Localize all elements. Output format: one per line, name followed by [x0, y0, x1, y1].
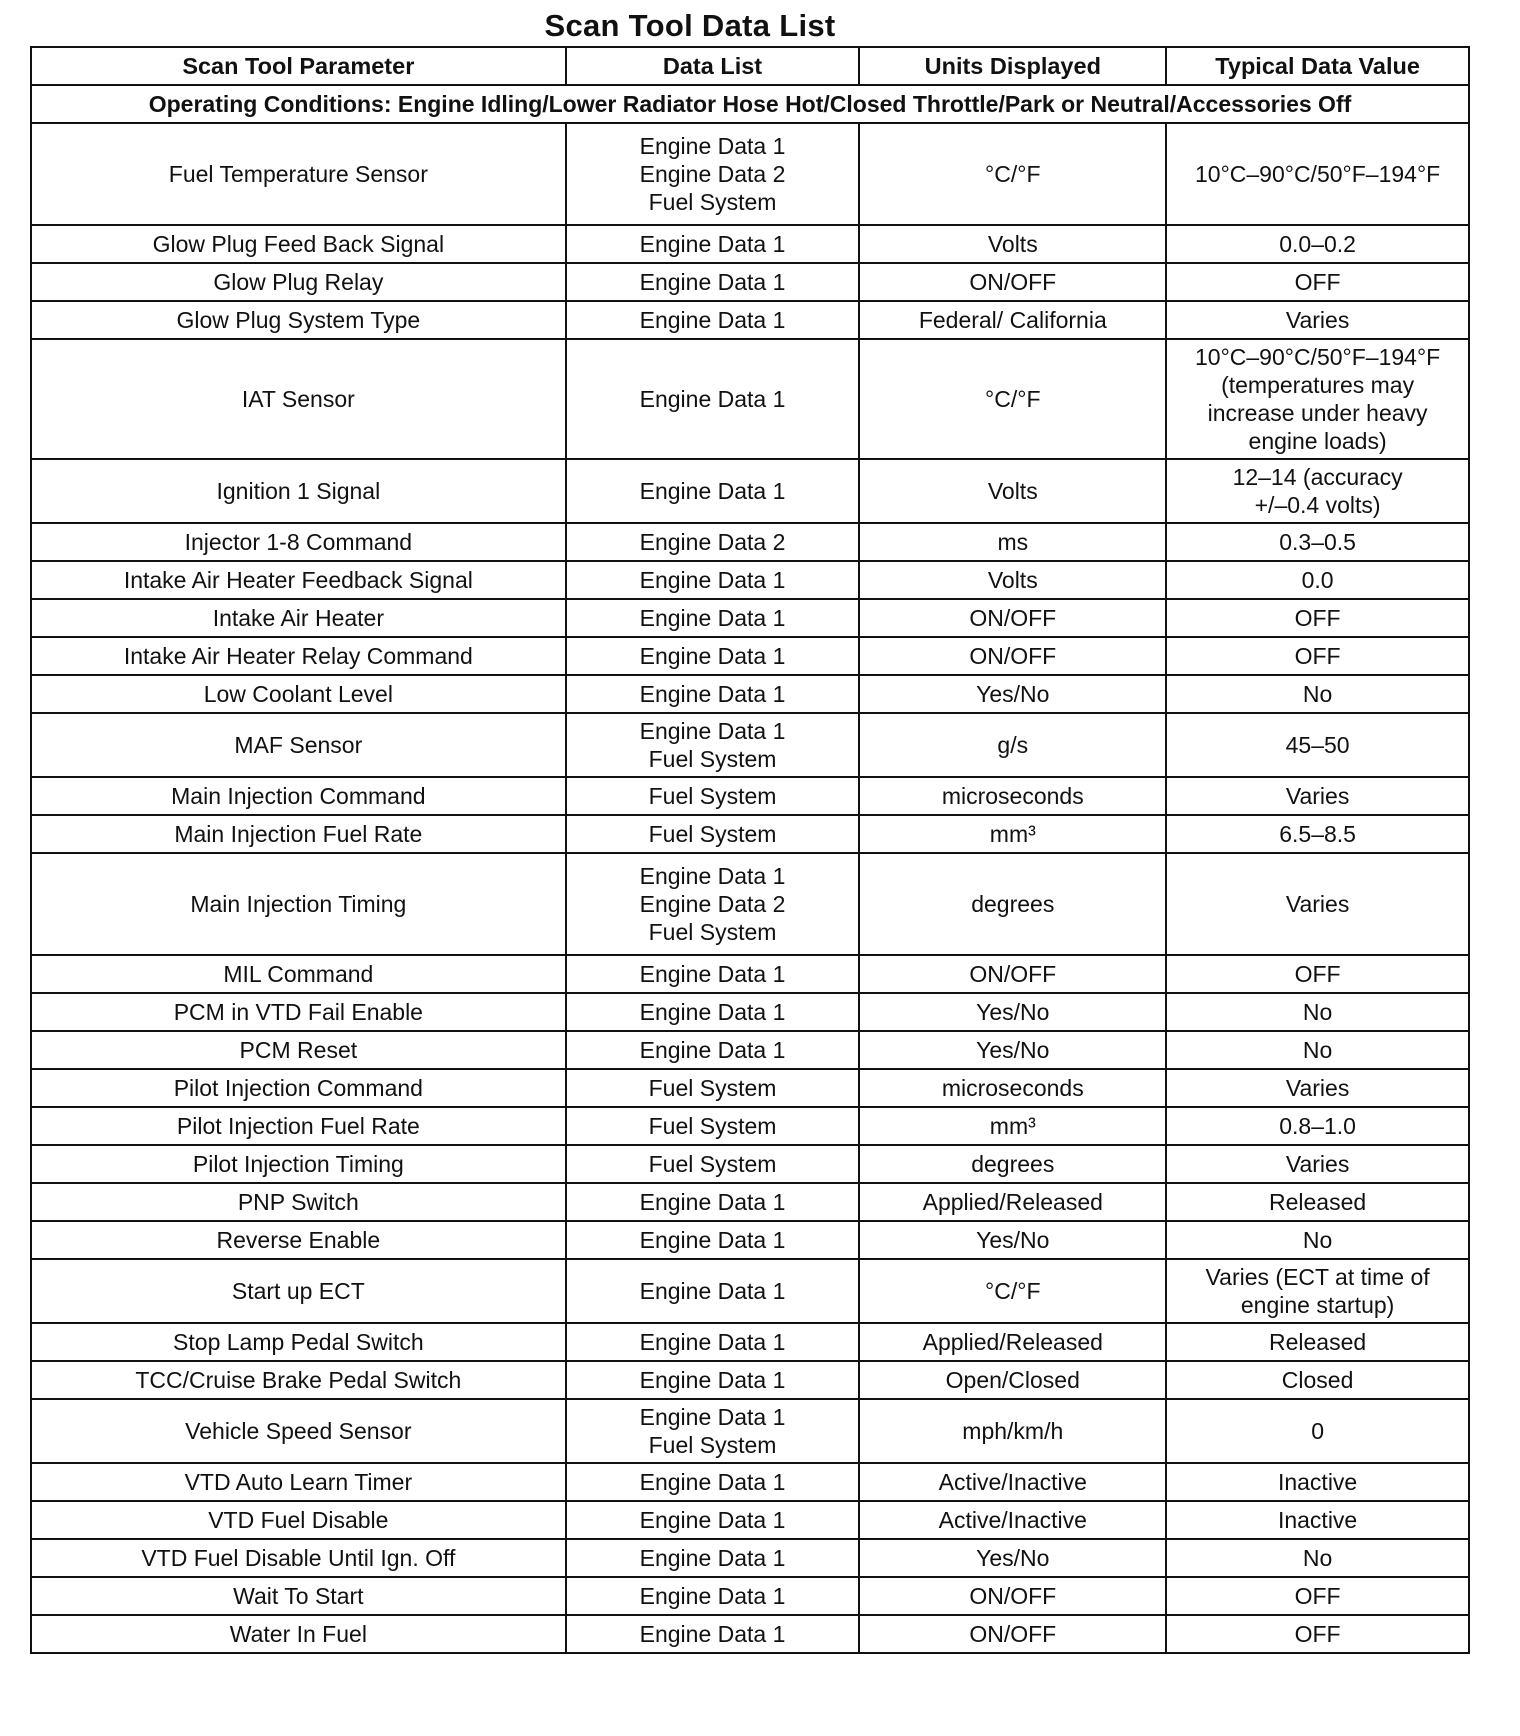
parameter-cell: Pilot Injection Fuel Rate — [31, 1107, 566, 1145]
data-list-line: Engine Data 1 — [639, 269, 786, 295]
data-list-cell — [566, 1577, 860, 1615]
data-list-line: Engine Data 1 — [639, 1469, 786, 1495]
units-cell: ms — [859, 523, 1166, 561]
table-row — [31, 523, 1469, 561]
typical-value-line: 10°C–90°C/50°F–194°F — [1194, 344, 1441, 370]
data-list-line: Engine Data 1 — [639, 1545, 786, 1571]
conditions-row — [31, 85, 1469, 123]
typical-value-cell — [1166, 459, 1469, 523]
data-list-cell — [566, 1539, 860, 1577]
typical-value-cell — [1166, 637, 1469, 675]
table-row — [31, 815, 1469, 853]
data-list-line: Engine Data 2 — [639, 529, 786, 555]
data-list-line: Engine Data 1 — [639, 1367, 786, 1393]
data-list-cell — [566, 1259, 860, 1323]
data-list-line: Engine Data 2 — [639, 891, 786, 917]
parameter-cell: PCM in VTD Fail Enable — [31, 993, 566, 1031]
table-row — [31, 1031, 1469, 1069]
data-list-cell — [566, 263, 860, 301]
data-list-cell — [566, 1145, 860, 1183]
typical-value-cell — [1166, 123, 1469, 225]
data-list-cell — [566, 523, 860, 561]
data-list-line: Engine Data 1 — [639, 1329, 786, 1355]
operating-conditions: Operating Conditions: Engine Idling/Lower Radiator Hose Hot/Closed Throttle/Park or Neutral/Accessories Off — [31, 85, 1469, 123]
typical-value-cell — [1166, 599, 1469, 637]
header-data-list: Data List — [566, 47, 860, 85]
typical-value-line: Varies — [1285, 783, 1350, 809]
header-scan-tool-parameter: Scan Tool Parameter — [31, 47, 566, 85]
parameter-cell: IAT Sensor — [31, 339, 566, 459]
parameter-cell: TCC/Cruise Brake Pedal Switch — [31, 1361, 566, 1399]
typical-value-cell — [1166, 1221, 1469, 1259]
typical-value-cell — [1166, 1031, 1469, 1069]
typical-value-line: Closed — [1281, 1367, 1354, 1393]
table-row — [31, 339, 1469, 459]
units-cell: Applied/Released — [859, 1183, 1166, 1221]
data-list-line: Engine Data 1 — [639, 643, 786, 669]
typical-value-line: 0.0 — [1301, 567, 1334, 593]
units-cell: Yes/No — [859, 1221, 1166, 1259]
parameter-cell: Injector 1-8 Command — [31, 523, 566, 561]
data-list-cell — [566, 955, 860, 993]
table-body — [31, 123, 1469, 1653]
parameter-cell: Main Injection Fuel Rate — [31, 815, 566, 853]
parameter-cell: PNP Switch — [31, 1183, 566, 1221]
typical-value-line: 12–14 (accuracy — [1232, 464, 1403, 490]
header-typical-data-value: Typical Data Value — [1166, 47, 1469, 85]
table-row — [31, 599, 1469, 637]
data-list-cell — [566, 1463, 860, 1501]
typical-value-line: Inactive — [1277, 1507, 1358, 1533]
parameter-cell: Glow Plug Feed Back Signal — [31, 225, 566, 263]
parameter-cell: Stop Lamp Pedal Switch — [31, 1323, 566, 1361]
typical-value-line: No — [1302, 1545, 1333, 1571]
units-cell: degrees — [859, 1145, 1166, 1183]
parameter-cell: VTD Fuel Disable Until Ign. Off — [31, 1539, 566, 1577]
table-row — [31, 1399, 1469, 1463]
parameter-cell: Fuel Temperature Sensor — [31, 123, 566, 225]
typical-value-cell — [1166, 561, 1469, 599]
typical-value-line: increase under heavy — [1207, 400, 1428, 426]
table-row — [31, 225, 1469, 263]
data-list-cell — [566, 1615, 860, 1653]
typical-value-cell — [1166, 1259, 1469, 1323]
data-list-cell — [566, 777, 860, 815]
typical-value-line: No — [1302, 681, 1333, 707]
units-cell: ON/OFF — [859, 1577, 1166, 1615]
typical-value-line: 45–50 — [1285, 732, 1350, 758]
typical-value-line: engine loads) — [1248, 428, 1387, 454]
table-row — [31, 1107, 1469, 1145]
typical-value-line: 10°C–90°C/50°F–194°F — [1194, 161, 1441, 187]
units-cell: °C/°F — [859, 123, 1166, 225]
parameter-cell: MIL Command — [31, 955, 566, 993]
typical-value-line: Released — [1269, 1329, 1367, 1355]
table-row — [31, 1069, 1469, 1107]
table-row — [31, 1361, 1469, 1399]
units-cell: Yes/No — [859, 1539, 1166, 1577]
data-list-cell — [566, 599, 860, 637]
typical-value-line: OFF — [1294, 1621, 1341, 1647]
header-units-displayed: Units Displayed — [859, 47, 1166, 85]
typical-value-cell — [1166, 225, 1469, 263]
units-cell: °C/°F — [859, 339, 1166, 459]
data-list-line: Fuel System — [648, 783, 777, 809]
typical-value-line: 0.3–0.5 — [1279, 529, 1356, 555]
parameter-cell: Main Injection Timing — [31, 853, 566, 955]
typical-value-line: Varies — [1285, 1151, 1350, 1177]
typical-value-line: 0.8–1.0 — [1279, 1113, 1356, 1139]
table-row — [31, 1221, 1469, 1259]
typical-value-cell — [1166, 263, 1469, 301]
units-cell: Active/Inactive — [859, 1501, 1166, 1539]
typical-value-line: Varies — [1285, 891, 1350, 917]
parameter-cell: Intake Air Heater Feedback Signal — [31, 561, 566, 599]
table-row — [31, 675, 1469, 713]
parameter-cell: VTD Fuel Disable — [31, 1501, 566, 1539]
data-list-cell — [566, 123, 860, 225]
typical-value-cell — [1166, 993, 1469, 1031]
data-list-cell — [566, 1399, 860, 1463]
data-list-line: Fuel System — [648, 189, 777, 215]
typical-value-line: 0 — [1311, 1418, 1324, 1444]
typical-value-cell — [1166, 1463, 1469, 1501]
typical-value-cell — [1166, 713, 1469, 777]
data-list-cell — [566, 675, 860, 713]
units-cell: Yes/No — [859, 1031, 1166, 1069]
table-row — [31, 263, 1469, 301]
typical-value-cell — [1166, 853, 1469, 955]
parameter-cell: Reverse Enable — [31, 1221, 566, 1259]
units-cell: ON/OFF — [859, 637, 1166, 675]
typical-value-line: No — [1302, 1227, 1333, 1253]
header-row — [31, 47, 1469, 85]
units-cell: microseconds — [859, 777, 1166, 815]
data-list-cell — [566, 225, 860, 263]
table-row — [31, 1539, 1469, 1577]
typical-value-cell — [1166, 1501, 1469, 1539]
typical-value-line: Varies (ECT at time of — [1205, 1264, 1430, 1290]
typical-value-line: 6.5–8.5 — [1279, 821, 1356, 847]
scan-tool-data-table — [30, 46, 1470, 1654]
data-list-cell — [566, 1221, 860, 1259]
data-list-line: Fuel System — [648, 1113, 777, 1139]
parameter-cell: Water In Fuel — [31, 1615, 566, 1653]
data-list-line: Engine Data 1 — [639, 961, 786, 987]
data-list-line: Engine Data 1 — [639, 133, 786, 159]
typical-value-cell — [1166, 1577, 1469, 1615]
units-cell: Federal/ California — [859, 301, 1166, 339]
parameter-cell: Ignition 1 Signal — [31, 459, 566, 523]
typical-value-line: Released — [1269, 1189, 1367, 1215]
table-row — [31, 955, 1469, 993]
data-list-line: Engine Data 1 — [639, 681, 786, 707]
units-cell: Volts — [859, 225, 1166, 263]
typical-value-cell — [1166, 1539, 1469, 1577]
units-cell: mph/km/h — [859, 1399, 1166, 1463]
data-list-line: Engine Data 1 — [639, 718, 786, 744]
parameter-cell: Pilot Injection Timing — [31, 1145, 566, 1183]
typical-value-line: (temperatures may — [1221, 372, 1415, 398]
table-row — [31, 301, 1469, 339]
units-cell: ON/OFF — [859, 1615, 1166, 1653]
data-list-line: Engine Data 1 — [639, 386, 786, 412]
data-list-line: Engine Data 1 — [639, 1583, 786, 1609]
table-row — [31, 713, 1469, 777]
data-list-line: Fuel System — [648, 821, 777, 847]
typical-value-line: OFF — [1294, 269, 1341, 295]
typical-value-cell — [1166, 777, 1469, 815]
typical-value-line: Inactive — [1277, 1469, 1358, 1495]
typical-value-cell — [1166, 1361, 1469, 1399]
table-row — [31, 1577, 1469, 1615]
typical-value-line: No — [1302, 1037, 1333, 1063]
units-cell: microseconds — [859, 1069, 1166, 1107]
typical-value-cell — [1166, 675, 1469, 713]
table-row — [31, 1501, 1469, 1539]
units-cell: ON/OFF — [859, 955, 1166, 993]
data-list-line: Engine Data 1 — [639, 1507, 786, 1533]
units-cell: Yes/No — [859, 993, 1166, 1031]
table-row — [31, 853, 1469, 955]
parameter-cell: Glow Plug System Type — [31, 301, 566, 339]
table-row — [31, 1463, 1469, 1501]
typical-value-line: 0.0–0.2 — [1279, 231, 1356, 257]
data-list-line: Engine Data 1 — [639, 863, 786, 889]
data-list-line: Fuel System — [648, 1075, 777, 1101]
parameter-cell: Glow Plug Relay — [31, 263, 566, 301]
parameter-cell: Intake Air Heater — [31, 599, 566, 637]
data-list-line: Fuel System — [648, 1151, 777, 1177]
data-list-line: Engine Data 1 — [639, 1404, 786, 1430]
parameter-cell: PCM Reset — [31, 1031, 566, 1069]
data-list-cell — [566, 339, 860, 459]
data-list-line: Engine Data 1 — [639, 478, 786, 504]
data-list-cell — [566, 1323, 860, 1361]
table-row — [31, 993, 1469, 1031]
table-row — [31, 1615, 1469, 1653]
data-list-cell — [566, 1361, 860, 1399]
data-list-cell — [566, 637, 860, 675]
typical-value-line: OFF — [1294, 961, 1341, 987]
parameter-cell: Wait To Start — [31, 1577, 566, 1615]
typical-value-cell — [1166, 1183, 1469, 1221]
parameter-cell: VTD Auto Learn Timer — [31, 1463, 566, 1501]
typical-value-line: No — [1302, 999, 1333, 1025]
data-list-cell — [566, 1501, 860, 1539]
units-cell: mm³ — [859, 815, 1166, 853]
parameter-cell: Pilot Injection Command — [31, 1069, 566, 1107]
units-cell: Open/Closed — [859, 1361, 1166, 1399]
table-row — [31, 1183, 1469, 1221]
typical-value-line: +/–0.4 volts) — [1254, 492, 1381, 518]
data-list-line: Fuel System — [648, 919, 777, 945]
typical-value-cell — [1166, 815, 1469, 853]
units-cell: mm³ — [859, 1107, 1166, 1145]
typical-value-cell — [1166, 1615, 1469, 1653]
data-list-cell — [566, 459, 860, 523]
data-list-line: Engine Data 1 — [639, 1227, 786, 1253]
units-cell: ON/OFF — [859, 599, 1166, 637]
data-list-cell — [566, 853, 860, 955]
data-list-cell — [566, 301, 860, 339]
typical-value-cell — [1166, 523, 1469, 561]
data-list-line: Engine Data 1 — [639, 567, 786, 593]
data-list-line: Engine Data 1 — [639, 307, 786, 333]
data-list-cell — [566, 1031, 860, 1069]
data-list-line: Engine Data 1 — [639, 1189, 786, 1215]
data-list-cell — [566, 993, 860, 1031]
units-cell: ON/OFF — [859, 263, 1166, 301]
data-list-cell — [566, 1107, 860, 1145]
units-cell: Volts — [859, 561, 1166, 599]
data-list-line: Fuel System — [648, 746, 777, 772]
parameter-cell: Low Coolant Level — [31, 675, 566, 713]
units-cell: Applied/Released — [859, 1323, 1166, 1361]
typical-value-cell — [1166, 1107, 1469, 1145]
typical-value-cell — [1166, 1399, 1469, 1463]
units-cell: Active/Inactive — [859, 1463, 1166, 1501]
typical-value-cell — [1166, 1145, 1469, 1183]
table-row — [31, 561, 1469, 599]
table-row — [31, 123, 1469, 225]
table-row — [31, 459, 1469, 523]
typical-value-cell — [1166, 1323, 1469, 1361]
typical-value-line: OFF — [1294, 605, 1341, 631]
units-cell: Volts — [859, 459, 1166, 523]
units-cell: Yes/No — [859, 675, 1166, 713]
parameter-cell: Main Injection Command — [31, 777, 566, 815]
typical-value-line: Varies — [1285, 307, 1350, 333]
table-row — [31, 1259, 1469, 1323]
units-cell: degrees — [859, 853, 1166, 955]
typical-value-cell — [1166, 955, 1469, 993]
data-list-cell — [566, 1069, 860, 1107]
document-title: Scan Tool Data List — [544, 8, 836, 43]
typical-value-cell — [1166, 339, 1469, 459]
parameter-cell: Vehicle Speed Sensor — [31, 1399, 566, 1463]
data-list-line: Engine Data 1 — [639, 605, 786, 631]
parameter-cell: Start up ECT — [31, 1259, 566, 1323]
typical-value-line: OFF — [1294, 1583, 1341, 1609]
typical-value-cell — [1166, 1069, 1469, 1107]
data-list-line: Engine Data 1 — [639, 231, 786, 257]
table-row — [31, 1145, 1469, 1183]
data-list-cell — [566, 1183, 860, 1221]
typical-value-line: OFF — [1294, 643, 1341, 669]
data-list-line: Engine Data 1 — [639, 1278, 786, 1304]
data-list-line: Fuel System — [648, 1432, 777, 1458]
data-list-line: Engine Data 1 — [639, 1621, 786, 1647]
parameter-cell: MAF Sensor — [31, 713, 566, 777]
parameter-cell: Intake Air Heater Relay Command — [31, 637, 566, 675]
table-row — [31, 777, 1469, 815]
typical-value-cell — [1166, 301, 1469, 339]
table-row — [31, 637, 1469, 675]
data-list-cell — [566, 815, 860, 853]
typical-value-line: engine startup) — [1240, 1292, 1395, 1318]
data-list-line: Engine Data 1 — [639, 1037, 786, 1063]
data-list-cell — [566, 561, 860, 599]
typical-value-line: Varies — [1285, 1075, 1350, 1101]
units-cell: °C/°F — [859, 1259, 1166, 1323]
table-row — [31, 1323, 1469, 1361]
data-list-cell — [566, 713, 860, 777]
data-list-line: Engine Data 2 — [639, 161, 786, 187]
data-list-line: Engine Data 1 — [639, 999, 786, 1025]
units-cell: g/s — [859, 713, 1166, 777]
